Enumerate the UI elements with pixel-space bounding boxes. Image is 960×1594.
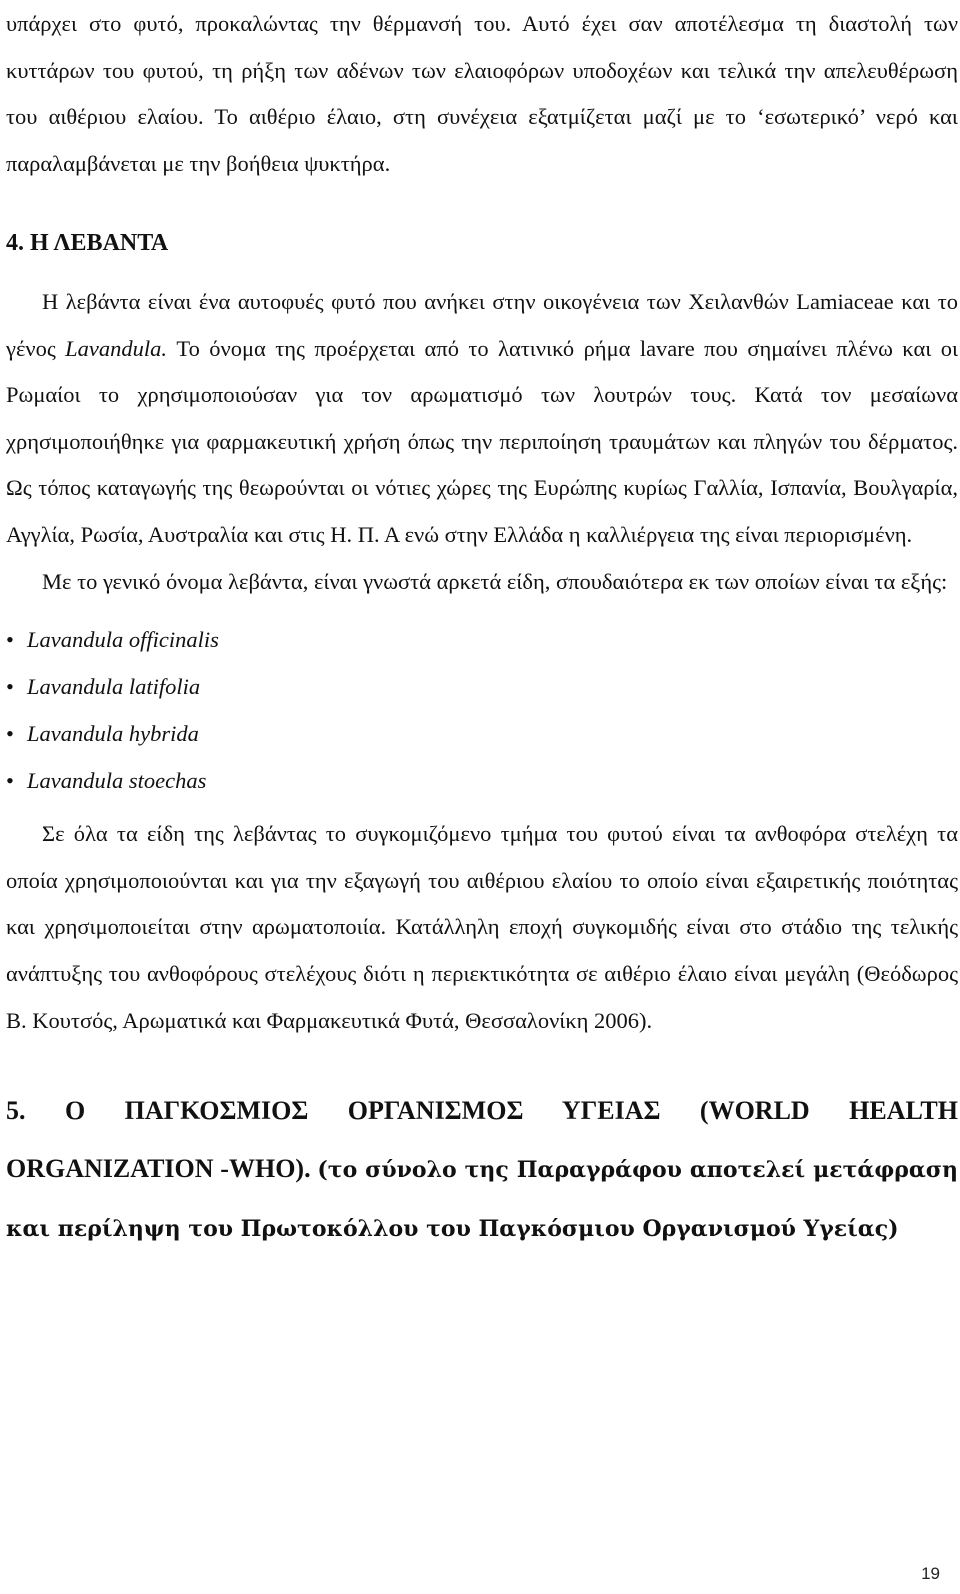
intro-paragraph: υπάρχει στο φυτό, προκαλώντας την θέρμανσή του. Αυτό έχει σαν αποτέλεσμα τη διαστολή των κυττάρων του φυτού, τη ρήξη των αδένων των ελαιοφόρων υποδοχέων και τελικά την απελευθέρωση του αιθέριου ελαίου. Το αιθέριο έλαιο, στη συνέχεια εξατμίζεται μαζί με το ‘εσωτερικό’ νερό και παραλαμβάνεται με την βοήθεια ψυκτήρα. (6, 11, 958, 176)
list-item (6, 710, 958, 757)
paragraph-1-end: Το όνομα της προέρχεται από το λατινικό ρήμα lavare που σημαίνει πλένω και οι Ρωμαίοι το χρησιμοποιούσαν για τον αρωματισμό των λουτρών τους. Κατά τον μεσαίωνα χρησιμοποιήθηκε για φαρμακευτική χρήση όπως την περιποίηση τραυμάτων και πληγών του δέρματος. Ως τόπος καταγωγής της θεωρούνται οι νότιες χώρες της Ευρώπης κυρίως Γαλλία, Ισπανία, Βουλγαρία, Αγγλία, Ρωσία, Αυστραλία και στις Η. Π. Α ενώ στην Ελλάδα η καλλιέργεια της είναι περιορισμένη. (6, 335, 958, 547)
section-5-note: (το σύνολο της Παραγράφου αποτελεί μετάφραση και περίληψη του Πρωτοκόλλου του Παγκόσμιου Οργανισμού Υγείας) (6, 1157, 959, 1243)
section-5-title: 5. Ο ΠΑΓΚΟΣΜΙΟΣ ΟΡΓΑΝΙΣΜΟΣ ΥΓΕΙΑΣ (WORLD HEALTH ORGANIZATION -WHO). (6, 1096, 958, 1184)
species-list (6, 616, 958, 804)
bullet-icon: • (6, 768, 14, 794)
page-number: 19 (921, 1564, 940, 1583)
species-name: Lavandula latifolia (27, 674, 201, 700)
list-item (6, 663, 958, 710)
section-4-paragraph-1 (6, 279, 958, 559)
bullet-icon: • (6, 721, 14, 747)
species-name: Lavandula hybrida (27, 721, 199, 747)
section-4-paragraph-3: Σε όλα τα είδη της λεβάντας το συγκομιζόμενο τμήμα του φυτού είναι τα ανθοφόρα στελέχη τα οποία χρησιμοποιούνται και για την εξαγωγή του αιθέριου ελαίου το οποίο είναι εξαιρετικής ποιότητας και χρησιμοποιείται στην αρωματοποιία. Κατάλληλη εποχή συγκομιδής είναι στο στάδιο της τελικής ανάπτυξης του ανθοφόρους στελέχους διότι η περιεκτικότητα σε αιθέριο έλαιο είναι μεγάλη (Θεόδωρος Β. Κουτσός, Αρωματικά και Φαρμακευτικά Φυτά, Θεσσαλονίκη 2006). (6, 821, 958, 1033)
list-item (6, 616, 958, 663)
section-5-heading (6, 1082, 958, 1258)
paragraph-1-start: Η λεβάντα είναι ένα αυτοφυές φυτό που ανήκει στην οικογένεια των Χειλανθών Lamiaceae και το γένος (6, 288, 958, 361)
section-4-paragraph-2: Με το γενικό όνομα λεβάντα, είναι γνωστά αρκετά είδη, σπουδαιότερα εκ των οποίων είναι τα εξής: (42, 568, 948, 594)
bullet-icon: • (6, 674, 14, 700)
bullet-icon: • (6, 627, 14, 653)
section-4-heading: 4. Η ΛΕΒΑΝΤΑ (6, 230, 169, 257)
document-page (6, 0, 958, 1258)
species-name: Lavandula stoechas (27, 768, 207, 794)
list-item (6, 757, 958, 804)
genus-name: Lavandula. (65, 335, 168, 361)
species-name: Lavandula officinalis (27, 627, 219, 653)
